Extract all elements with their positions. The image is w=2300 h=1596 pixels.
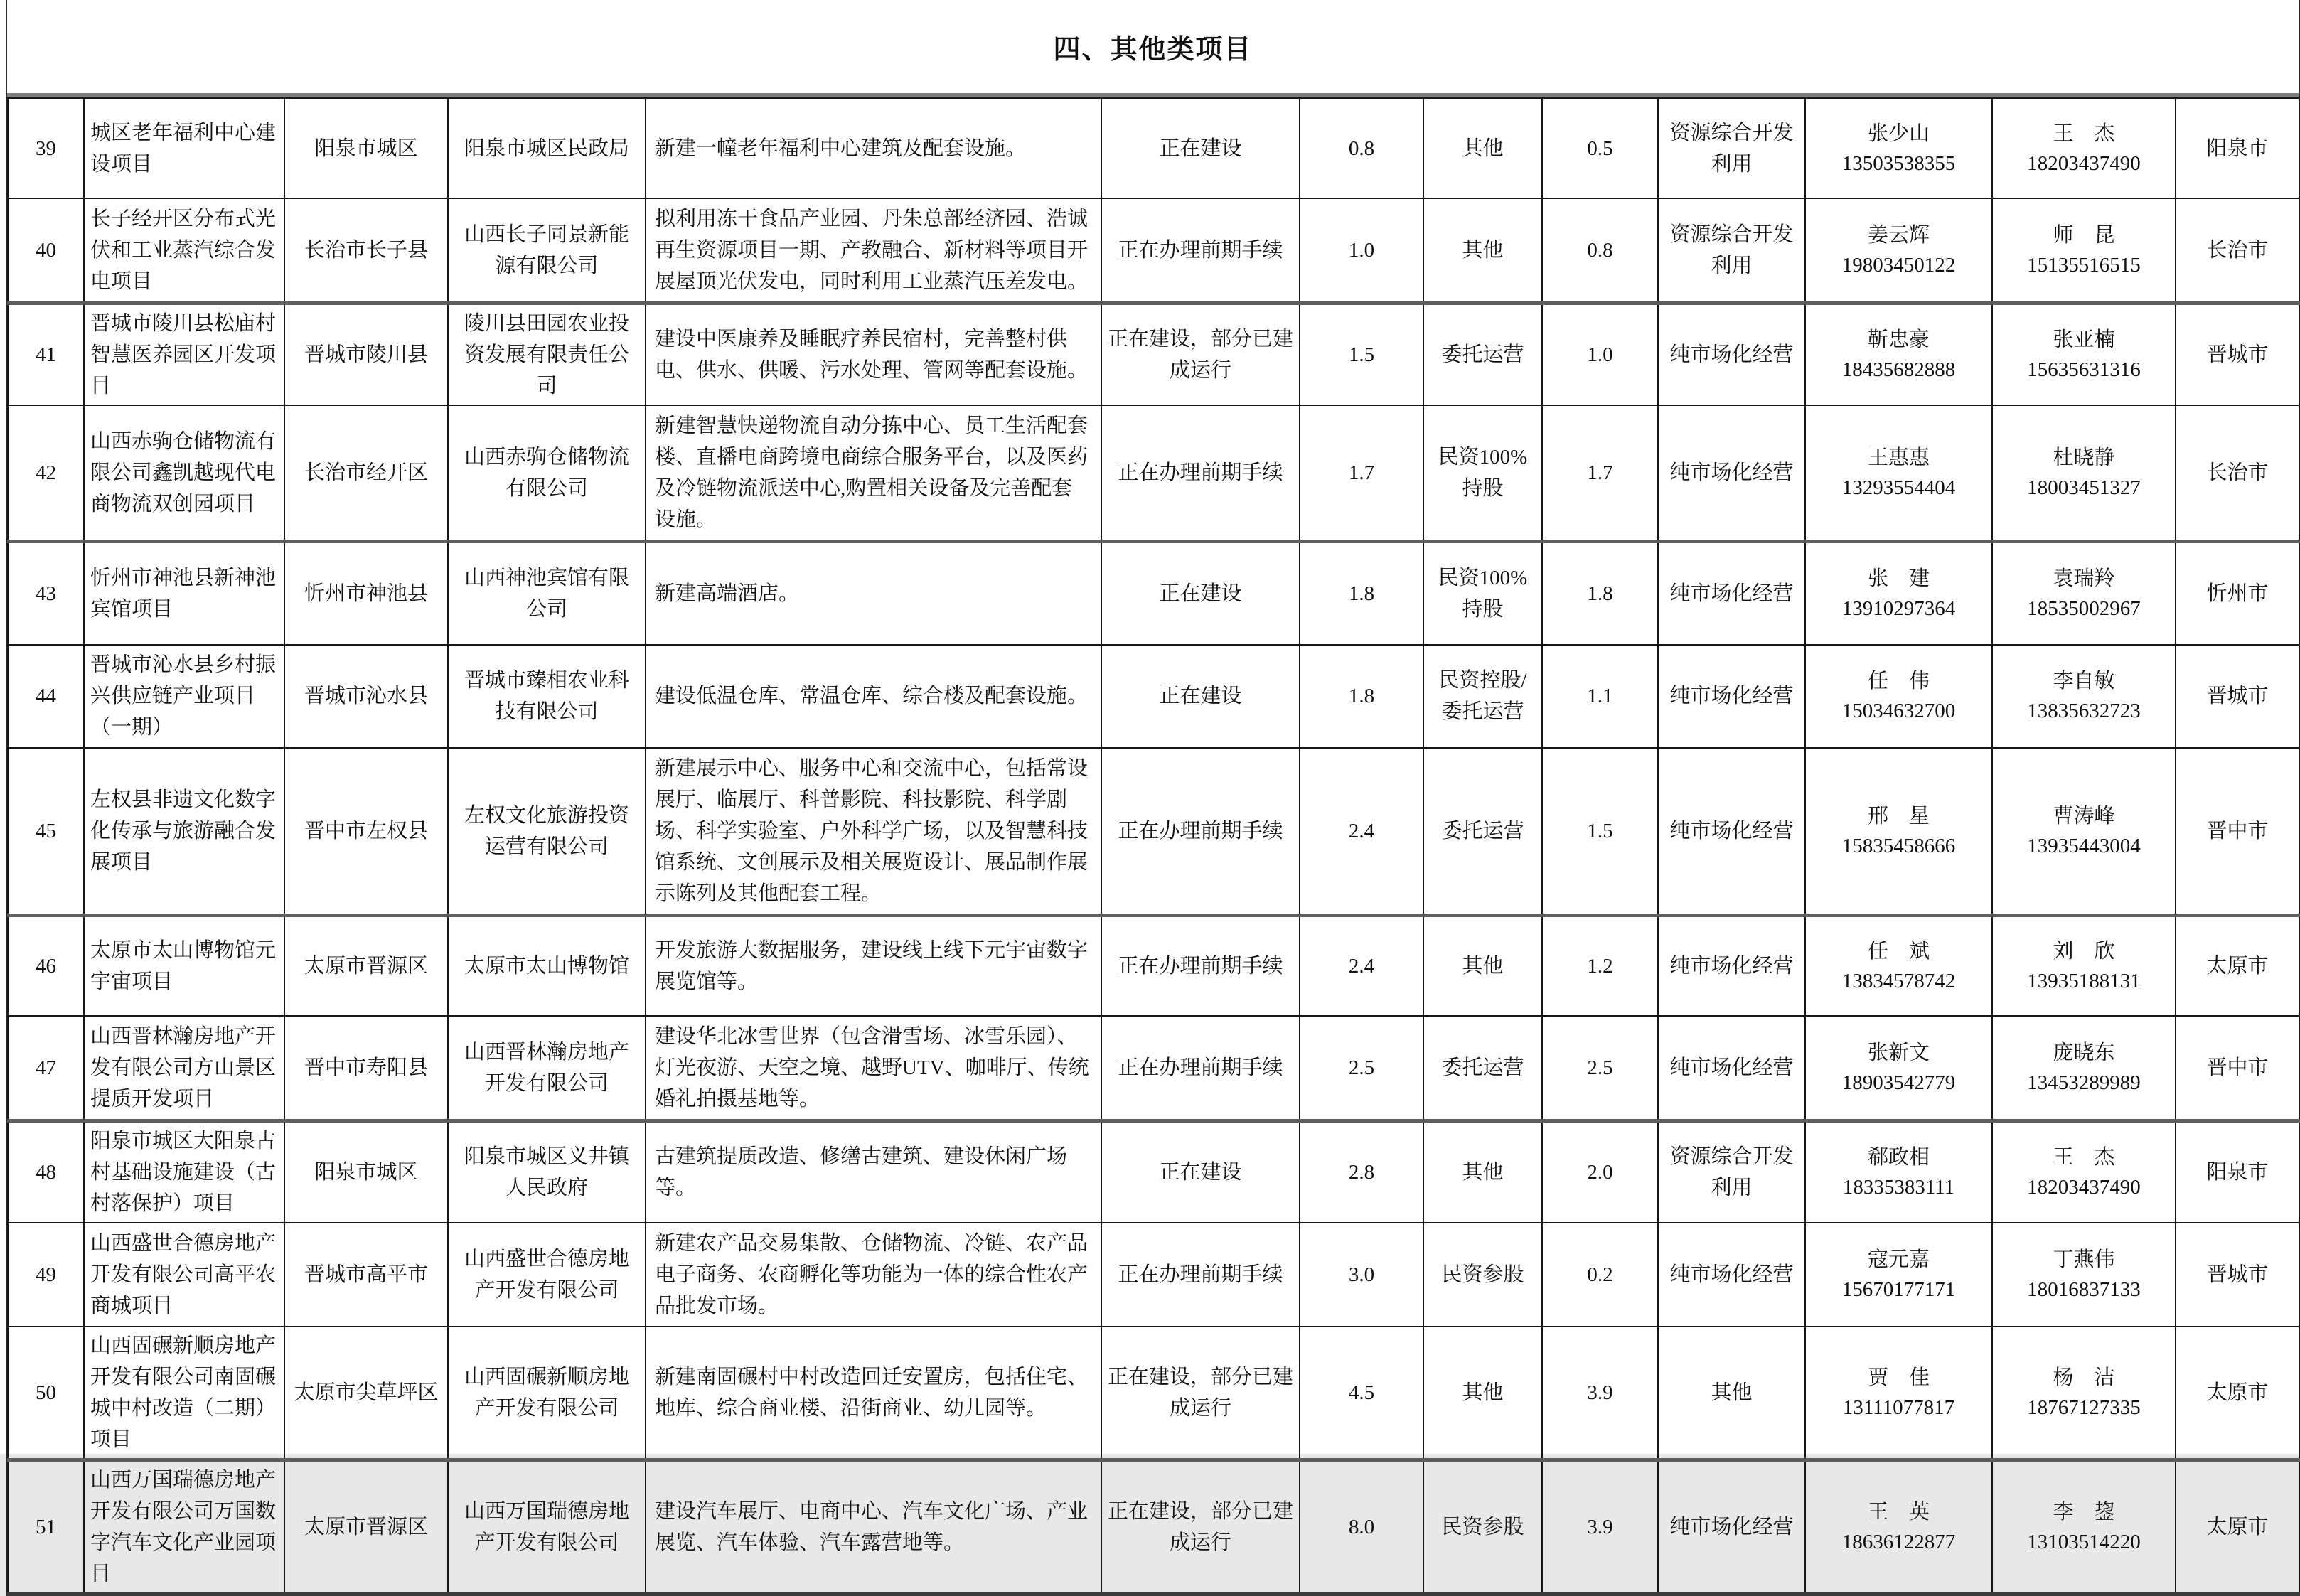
cell-cooperation-mode: 其他 (1423, 98, 1542, 198)
cell-cooperation-mode: 民资100%持股 (1423, 405, 1542, 542)
cell-operation-mode: 资源综合开发利用 (1658, 98, 1805, 198)
table-row (8, 645, 2299, 748)
cell-operation-mode: 纯市场化经营 (1658, 1016, 1805, 1121)
cell-entity: 晋城市臻相农业科技有限公司 (448, 645, 646, 748)
cell-city: 晋城市 (2176, 1223, 2299, 1327)
table-row (8, 1016, 2299, 1121)
cell-project-location: 晋城市高平市 (284, 1223, 448, 1327)
cell-total-investment: 1.7 (1300, 405, 1423, 542)
cell-contact-2 (1992, 645, 2176, 748)
contact-2-name: 师 昆 (2053, 224, 2115, 247)
cell-project-location: 阳泉市城区 (284, 1121, 448, 1223)
cell-contact-2 (1992, 748, 2176, 916)
cell-contact-2 (1992, 1460, 2176, 1595)
cell-operation-mode: 资源综合开发利用 (1658, 198, 1805, 304)
table-row (8, 1327, 2299, 1460)
cell-construction-content: 古建筑提质改造、修缮古建筑、建设休闲广场等。 (646, 1121, 1101, 1223)
cell-project-location: 太原市尖草坪区 (284, 1327, 448, 1460)
contact-2-name: 李 鋆 (2053, 1501, 2115, 1523)
contact-1-name: 姜云辉 (1867, 224, 1930, 247)
cell-city: 晋城市 (2176, 645, 2299, 748)
cell-contact-2 (1992, 98, 2176, 198)
cell-status: 正在办理前期手续 (1101, 1016, 1300, 1121)
cell-cooperation-mode: 委托运营 (1423, 748, 1542, 916)
contact-1-phone: 15034632700 (1841, 700, 1956, 722)
cell-operation-mode: 纯市场化经营 (1658, 1460, 1805, 1595)
contact-1-phone: 15670177171 (1841, 1278, 1956, 1301)
cell-city: 太原市 (2176, 1327, 2299, 1460)
contact-1-phone: 18335383111 (1842, 1176, 1955, 1199)
contact-2-name: 曹涛峰 (2053, 804, 2115, 828)
cell-contact-1 (1805, 542, 1992, 645)
cell-project-location: 忻州市神池县 (284, 542, 448, 645)
contact-2-phone: 15135516515 (2027, 254, 2141, 277)
cell-operation-mode: 纯市场化经营 (1658, 915, 1805, 1016)
cell-total-investment: 2.4 (1300, 748, 1423, 916)
cell-row-number: 51 (8, 1460, 84, 1595)
cell-entity: 山西神池宾馆有限公司 (448, 542, 646, 645)
contact-1-phone: 13834578742 (1841, 969, 1956, 992)
cell-planned-investment: 2.0 (1542, 1121, 1658, 1223)
cell-project-location: 太原市晋源区 (284, 915, 448, 1016)
cell-contact-1 (1805, 1121, 1992, 1223)
cell-total-investment: 2.5 (1300, 1016, 1423, 1121)
contact-2-phone: 15635631316 (2027, 358, 2141, 381)
contact-1-name: 任 伟 (1867, 670, 1930, 692)
cell-project-location: 太原市晋源区 (284, 1460, 448, 1595)
cell-construction-content: 建设华北冰雪世界（包含滑雪场、冰雪乐园）、灯光夜游、天空之境、越野UTV、咖啡厅、传统婚礼拍摄基地等。 (646, 1016, 1101, 1121)
cell-status: 正在建设 (1101, 542, 1300, 645)
contact-1-phone: 13111077817 (1842, 1396, 1955, 1419)
cell-construction-content: 新建高端酒店。 (646, 542, 1101, 645)
cell-entity: 太原市太山博物馆 (448, 915, 646, 1016)
cell-project-location: 阳泉市城区 (284, 98, 448, 198)
cell-cooperation-mode: 其他 (1423, 915, 1542, 1016)
cell-construction-content: 新建展示中心、服务中心和交流中心，包括常设展厅、临展厅、科普影院、科技影院、科学剧场、科学实验室、户外科学广场，以及智慧科技馆系统、文创展示及相关展览设计、展品制作展示陈列及其他配套工程。 (646, 748, 1101, 916)
cell-row-number: 49 (8, 1223, 84, 1327)
cell-row-number: 47 (8, 1016, 84, 1121)
cell-construction-content: 拟利用冻干食品产业园、丹朱总部经济园、浩诚再生资源项目一期、产教融合、新材料等项目开展屋顶光伏发电，同时利用工业蒸汽压差发电。 (646, 198, 1101, 304)
contact-1-name: 张少山 (1867, 122, 1930, 145)
contact-1-phone: 18636122877 (1841, 1531, 1956, 1553)
cell-row-number: 50 (8, 1327, 84, 1460)
contact-1-phone: 18903542779 (1841, 1071, 1956, 1094)
cell-operation-mode: 纯市场化经营 (1658, 645, 1805, 748)
cell-total-investment: 0.8 (1300, 98, 1423, 198)
table-row (8, 542, 2299, 645)
cell-planned-investment: 1.2 (1542, 915, 1658, 1016)
contact-2-name: 丁燕伟 (2053, 1248, 2115, 1271)
cell-project-name: 山西晋林瀚房地产开发有限公司方山景区提质开发项目 (84, 1016, 284, 1121)
cell-planned-investment: 1.7 (1542, 405, 1658, 542)
cell-project-name: 晋城市沁水县乡村振兴供应链产业项目（一期） (84, 645, 284, 748)
cell-entity: 山西晋林瀚房地产开发有限公司 (448, 1016, 646, 1121)
cell-contact-1 (1805, 645, 1992, 748)
contact-2-name: 杨 洁 (2053, 1366, 2115, 1389)
table-row (8, 405, 2299, 542)
cell-status: 正在办理前期手续 (1101, 405, 1300, 542)
contact-2-phone: 13935443004 (2027, 834, 2141, 857)
cell-row-number: 40 (8, 198, 84, 304)
cell-project-name: 城区老年福利中心建设项目 (84, 98, 284, 198)
contact-1-name: 王惠惠 (1867, 446, 1930, 469)
cell-operation-mode: 纯市场化经营 (1658, 1223, 1805, 1327)
cell-project-location: 晋中市左权县 (284, 748, 448, 916)
cell-contact-1 (1805, 915, 1992, 1016)
cell-entity: 山西长子同景新能源有限公司 (448, 198, 646, 304)
cell-project-name: 太原市太山博物馆元宇宙项目 (84, 915, 284, 1016)
cell-city: 晋中市 (2176, 748, 2299, 916)
cell-entity: 山西赤驹仓储物流有限公司 (448, 405, 646, 542)
cell-project-location: 晋中市寿阳县 (284, 1016, 448, 1121)
contact-2-phone: 18203437490 (2027, 151, 2141, 175)
cell-project-name: 忻州市神池县新神池宾馆项目 (84, 542, 284, 645)
cell-entity: 陵川县田园农业投资发展有限责任公司 (448, 304, 646, 406)
contact-2-phone: 13935188131 (2027, 969, 2141, 992)
cell-status: 正在办理前期手续 (1101, 915, 1300, 1016)
table-row (8, 748, 2299, 916)
cell-total-investment: 1.5 (1300, 304, 1423, 406)
cell-contact-2 (1992, 405, 2176, 542)
cell-construction-content: 开发旅游大数据服务，建设线上线下元宇宙数字展览馆等。 (646, 915, 1101, 1016)
contact-2-phone: 13103514220 (2027, 1531, 2141, 1553)
contact-2-name: 李自敏 (2053, 670, 2115, 692)
cell-operation-mode: 纯市场化经营 (1658, 405, 1805, 542)
cell-entity: 阳泉市城区民政局 (448, 98, 646, 198)
cell-operation-mode: 其他 (1658, 1327, 1805, 1460)
contact-1-name: 张 建 (1867, 567, 1930, 590)
contact-1-phone: 13503538355 (1841, 151, 1956, 175)
cell-total-investment: 3.0 (1300, 1223, 1423, 1327)
cell-operation-mode: 纯市场化经营 (1658, 748, 1805, 916)
cell-status: 正在办理前期手续 (1101, 198, 1300, 304)
cell-contact-1 (1805, 1016, 1992, 1121)
cell-row-number: 39 (8, 98, 84, 198)
cell-city: 太原市 (2176, 915, 2299, 1016)
cell-city: 太原市 (2176, 1460, 2299, 1595)
cell-construction-content: 新建农产品交易集散、仓储物流、冷链、农产品电子商务、农商孵化等功能为一体的综合性农产品批发市场。 (646, 1223, 1101, 1327)
cell-cooperation-mode: 其他 (1423, 1327, 1542, 1460)
cell-contact-1 (1805, 405, 1992, 542)
cell-contact-1 (1805, 198, 1992, 304)
cell-cooperation-mode: 民资控股/委托运营 (1423, 645, 1542, 748)
contact-1-name: 王 英 (1867, 1501, 1930, 1523)
cell-project-location: 长治市长子县 (284, 198, 448, 304)
cell-status: 正在建设，部分已建成运行 (1101, 1460, 1300, 1595)
contact-2-name: 王 杰 (2053, 122, 2115, 145)
cell-city: 晋中市 (2176, 1016, 2299, 1121)
contact-1-name: 邢 星 (1867, 804, 1930, 828)
cell-contact-2 (1992, 1016, 2176, 1121)
cell-planned-investment: 2.5 (1542, 1016, 1658, 1121)
table-row (8, 915, 2299, 1016)
cell-entity: 阳泉市城区义井镇人民政府 (448, 1121, 646, 1223)
cell-project-location: 晋城市沁水县 (284, 645, 448, 748)
cell-cooperation-mode: 其他 (1423, 198, 1542, 304)
cell-contact-2 (1992, 304, 2176, 406)
cell-contact-1 (1805, 98, 1992, 198)
cell-row-number: 48 (8, 1121, 84, 1223)
table-row (8, 1223, 2299, 1327)
cell-construction-content: 新建智慧快递物流自动分拣中心、员工生活配套楼、直播电商跨境电商综合服务平台，以及医药及冷链物流派送中心,购置相关设备及完善配套设施。 (646, 405, 1101, 542)
cell-total-investment: 2.4 (1300, 915, 1423, 1016)
contact-1-name: 张新文 (1867, 1041, 1930, 1064)
cell-status: 正在建设，部分已建成运行 (1101, 1327, 1300, 1460)
cell-project-name: 长子经开区分布式光伏和工业蒸汽综合发电项目 (84, 198, 284, 304)
cell-contact-2 (1992, 1121, 2176, 1223)
contact-1-phone: 18435682888 (1841, 358, 1956, 381)
cell-operation-mode: 纯市场化经营 (1658, 542, 1805, 645)
cell-cooperation-mode: 民资100%持股 (1423, 542, 1542, 645)
cell-city: 阳泉市 (2176, 98, 2299, 198)
cell-entity: 左权文化旅游投资运营有限公司 (448, 748, 646, 916)
cell-contact-2 (1992, 542, 2176, 645)
cell-project-name: 山西赤驹仓储物流有限公司鑫凯越现代电商物流双创园项目 (84, 405, 284, 542)
contact-2-phone: 18003451327 (2027, 476, 2141, 499)
cell-city: 长治市 (2176, 405, 2299, 542)
projects-table (7, 97, 2300, 1596)
cell-construction-content: 建设低温仓库、常温仓库、综合楼及配套设施。 (646, 645, 1101, 748)
cell-planned-investment: 1.0 (1542, 304, 1658, 406)
table-row (8, 198, 2299, 304)
cell-status: 正在办理前期手续 (1101, 1223, 1300, 1327)
table-frame (6, 0, 2300, 1596)
cell-row-number: 41 (8, 304, 84, 406)
cell-row-number: 46 (8, 915, 84, 1016)
cell-cooperation-mode: 委托运营 (1423, 304, 1542, 406)
contact-1-phone: 15835458666 (1841, 834, 1956, 857)
table-row (8, 1121, 2299, 1223)
cell-total-investment: 1.8 (1300, 645, 1423, 748)
cell-planned-investment: 3.9 (1542, 1460, 1658, 1595)
contact-1-phone: 19803450122 (1841, 254, 1956, 277)
table-row (8, 1460, 2299, 1595)
contact-1-name: 靳忠豪 (1867, 328, 1930, 351)
contact-2-name: 刘 欣 (2053, 939, 2115, 963)
table-row (8, 98, 2299, 198)
cell-city: 晋城市 (2176, 304, 2299, 406)
cell-contact-2 (1992, 1223, 2176, 1327)
cell-planned-investment: 0.2 (1542, 1223, 1658, 1327)
contact-1-name: 贾 佳 (1867, 1366, 1930, 1389)
cell-project-name: 山西万国瑞德房地产开发有限公司万国数字汽车文化产业园项目 (84, 1460, 284, 1595)
contact-2-phone: 18016837133 (2027, 1278, 2141, 1301)
cell-cooperation-mode: 民资参股 (1423, 1223, 1542, 1327)
cell-total-investment: 4.5 (1300, 1327, 1423, 1460)
contact-2-phone: 18535002967 (2027, 596, 2141, 620)
cell-contact-1 (1805, 1327, 1992, 1460)
cell-contact-2 (1992, 915, 2176, 1016)
contact-2-name: 张亚楠 (2053, 328, 2115, 351)
cell-planned-investment: 0.5 (1542, 98, 1658, 198)
cell-city: 忻州市 (2176, 542, 2299, 645)
contact-1-name: 任 斌 (1867, 939, 1930, 963)
cell-entity: 山西固碾新顺房地产开发有限公司 (448, 1327, 646, 1460)
cell-entity: 山西万国瑞德房地产开发有限公司 (448, 1460, 646, 1595)
cell-city: 长治市 (2176, 198, 2299, 304)
cell-construction-content: 新建南固碾村中村改造回迁安置房，包括住宅、地库、综合商业楼、沿街商业、幼儿园等。 (646, 1327, 1101, 1460)
cell-planned-investment: 1.8 (1542, 542, 1658, 645)
cell-operation-mode: 资源综合开发利用 (1658, 1121, 1805, 1223)
cell-project-name: 晋城市陵川县松庙村智慧医养园区开发项目 (84, 304, 284, 406)
section-header (7, 0, 2299, 97)
cell-project-location: 长治市经开区 (284, 405, 448, 542)
cell-contact-1 (1805, 1223, 1992, 1327)
cell-row-number: 42 (8, 405, 84, 542)
cell-project-name: 山西固碾新顺房地产开发有限公司南固碾城中村改造（二期）项目 (84, 1327, 284, 1460)
cell-project-name: 阳泉市城区大阳泉古村基础设施建设（古村落保护）项目 (84, 1121, 284, 1223)
cell-planned-investment: 1.1 (1542, 645, 1658, 748)
cell-cooperation-mode: 其他 (1423, 1121, 1542, 1223)
cell-planned-investment: 3.9 (1542, 1327, 1658, 1460)
contact-1-phone: 13910297364 (1841, 596, 1956, 620)
cell-total-investment: 1.8 (1300, 542, 1423, 645)
contact-2-phone: 18203437490 (2027, 1176, 2141, 1199)
cell-status: 正在建设，部分已建成运行 (1101, 304, 1300, 406)
cell-total-investment: 8.0 (1300, 1460, 1423, 1595)
cell-project-location: 晋城市陵川县 (284, 304, 448, 406)
cell-contact-2 (1992, 1327, 2176, 1460)
cell-status: 正在建设 (1101, 1121, 1300, 1223)
cell-entity: 山西盛世合德房地产开发有限公司 (448, 1223, 646, 1327)
contact-1-phone: 13293554404 (1841, 476, 1956, 499)
cell-status: 正在建设 (1101, 645, 1300, 748)
cell-project-name: 山西盛世合德房地产开发有限公司高平农商城项目 (84, 1223, 284, 1327)
cell-city: 阳泉市 (2176, 1121, 2299, 1223)
contact-2-name: 袁瑞羚 (2053, 567, 2115, 590)
contact-2-name: 庞晓东 (2053, 1041, 2115, 1064)
cell-row-number: 44 (8, 645, 84, 748)
contact-2-name: 杜晓静 (2053, 446, 2115, 469)
contact-1-name: 寇元嘉 (1867, 1248, 1930, 1271)
cell-project-name: 左权县非遗文化数字化传承与旅游融合发展项目 (84, 748, 284, 916)
section-title: 四、其他类项目 (1053, 35, 1253, 65)
cell-contact-2 (1992, 198, 2176, 304)
contact-1-name: 郗政相 (1867, 1146, 1930, 1169)
cell-row-number: 43 (8, 542, 84, 645)
cell-construction-content: 建设中医康养及睡眠疗养民宿村，完善整村供电、供水、供暖、污水处理、管网等配套设施。 (646, 304, 1101, 406)
cell-contact-1 (1805, 748, 1992, 916)
cell-construction-content: 建设汽车展厅、电商中心、汽车文化广场、产业展览、汽车体验、汽车露营地等。 (646, 1460, 1101, 1595)
cell-status: 正在建设 (1101, 98, 1300, 198)
table-row (8, 304, 2299, 406)
cell-contact-1 (1805, 304, 1992, 406)
cell-total-investment: 2.8 (1300, 1121, 1423, 1223)
cell-row-number: 45 (8, 748, 84, 916)
contact-2-phone: 18767127335 (2027, 1396, 2141, 1419)
cell-construction-content: 新建一幢老年福利中心建筑及配套设施。 (646, 98, 1101, 198)
cell-cooperation-mode: 民资参股 (1423, 1460, 1542, 1595)
cell-total-investment: 1.0 (1300, 198, 1423, 304)
contact-2-phone: 13835632723 (2027, 700, 2141, 722)
cell-cooperation-mode: 委托运营 (1423, 1016, 1542, 1121)
cell-planned-investment: 0.8 (1542, 198, 1658, 304)
cell-status: 正在办理前期手续 (1101, 748, 1300, 916)
cell-operation-mode: 纯市场化经营 (1658, 304, 1805, 406)
cell-contact-1 (1805, 1460, 1992, 1595)
contact-2-name: 王 杰 (2053, 1146, 2115, 1169)
cell-planned-investment: 1.5 (1542, 748, 1658, 916)
contact-2-phone: 13453289989 (2027, 1071, 2141, 1094)
